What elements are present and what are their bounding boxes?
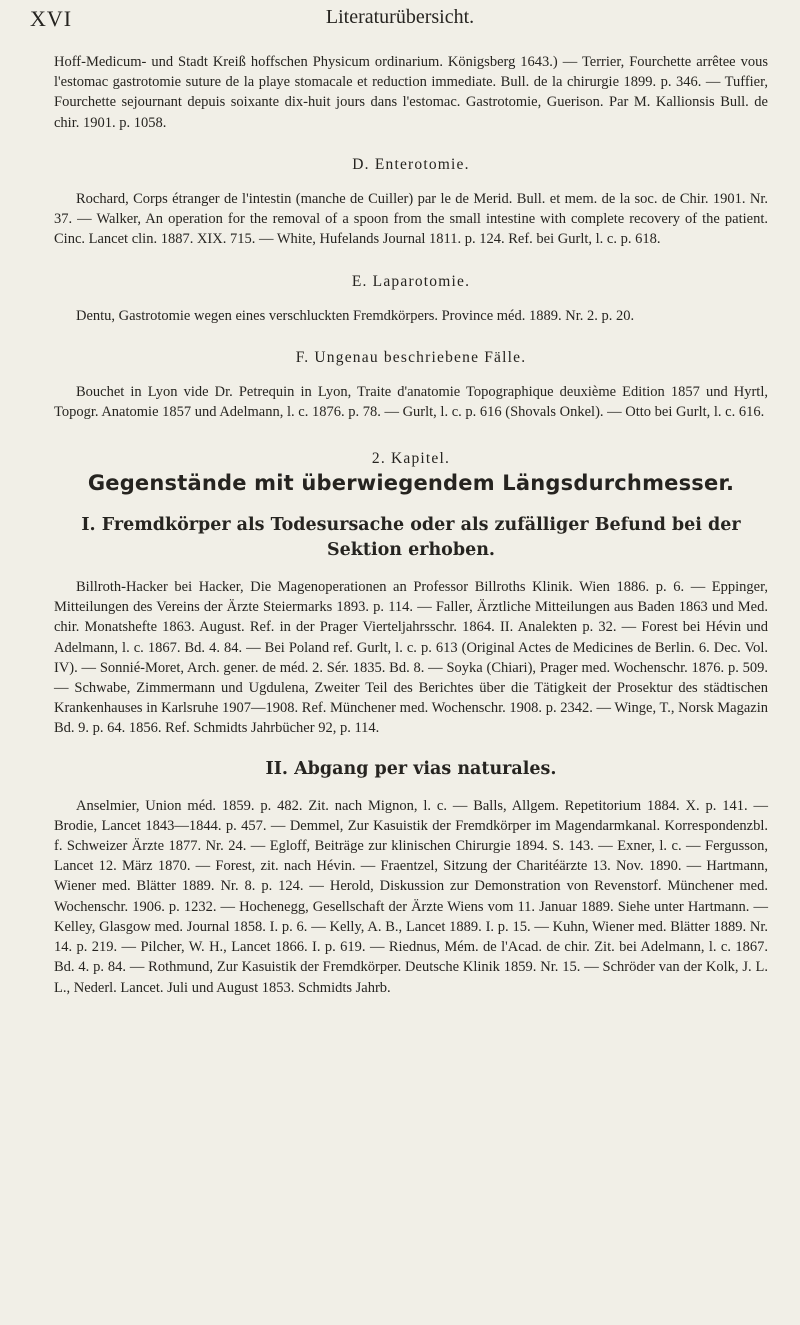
part-two-title: II. Abgang per vias naturales. xyxy=(265,758,557,779)
page-body xyxy=(54,52,768,998)
section-heading-laparotomie: E. Laparotomie. xyxy=(351,272,471,290)
section-heading-enterotomie: D. Enterotomie. xyxy=(352,155,470,173)
reference-entry-part-two: Anselmier, Union méd. 1859. p. 482. Zit. nach Mignon, l. c. — Balls, Allgem. Repetitorium 1884. X. p. 141. — Brodie, Lancet 1843—1844. p. 457. — Demmel, Zur Kasuistik der Fremdkörper im Magendarmkanal. Korrespondenzbl. f. Schweizer Ärzte 1877. Nr. 24. — Egloff, Beiträge zur klinischen Chirurgie 1894. S. 143. — Exner, l. c. — Fergusson, Lancet 12. März 1870. — Forest, zit. nach Hévin. — Fraentzel, Sitzung der Charitéärzte 13. Nov. 1890. — Hartmann, Wiener med. Blätter 1889. Nr. 8. p. 124. — Herold, Diskussion zur Demonstration von Revenstorf. Münchener med. Wochenschr. 1906. p. 1232. — Hochenegg, Gesellschaft der Ärzte Wiens vom 11. Januar 1889. Siehe unter Hartmann. — Kelley, Glasgow med. Journal 1858. I. p. 6. — Kelly, A. B., Lancet 1889. I. p. 15. — Kuhn, Wiener med. Blätter 1889. Nr. 14. p. 219. — Pilcher, W. H., Lancet 1866. I. p. 619. — Riednus, Mém. de l'Acad. de chir. Zit. bei Adelmann, l. c. 1867. Bd. 4. p. 84. — Rothmund, Zur Kasuistik der Fremdkörper. Deutsche Klinik 1859. Nr. 15. — Schröder van der Kolk, J. L. L., Nederl. Lancet. Juli und August 1853. Schmidts Jahrb. xyxy=(54,797,768,996)
reference-entry-ungenau: Bouchet in Lyon vide Dr. Petrequin in Lyon, Traite d'anatomie Topographique deuxième Edition 1857 und Hyrtl, Topogr. Anatomie 1857 und Adelmann, l. c. 1876. p. 78. — Gurlt, l. c. p. 616 (Shovals Onkel). — Otto bei Gurlt, l. c. 616. xyxy=(54,384,768,421)
part-one-title: I. Fremdkörper als Todesursache oder als zufälliger Befund bei der Sektion erhoben. xyxy=(81,515,741,561)
running-title: Literaturübersicht. xyxy=(325,6,475,28)
chapter-label: 2. Kapitel. xyxy=(371,449,451,467)
chapter-title: Gegenstände mit überwiegendem Längsdurchmesser. xyxy=(87,470,735,495)
reference-entry-laparotomie: Dentu, Gastrotomie wegen eines verschluckten Fremdkörpers. Province méd. 1889. Nr. 2. p. 20. xyxy=(76,307,635,324)
reference-entry-part-one: Billroth-Hacker bei Hacker, Die Magenoperationen an Professor Billroths Klinik. Wien 1886. p. 6. — Eppinger, Mitteilungen des Vereins der Ärzte Steiermarks 1893. p. 114. — Faller, Ärztliche Mitteilungen aus Baden 1863 und Med. chir. Monatshefte 1863. August. Ref. in der Prager Vierteljahrsschr. 1864. II. Analekten p. 32. — Forest bei Hévin und Adelmann, l. c. 1867. Bd. 4. 84. — Bei Poland ref. Gurlt, l. c. p. 613 (Original Actes de Medicines de Berlin. 6. Dec. Vol. IV). — Sonnié-Moret, Arch. gener. de méd. 2. Sér. 1835. Bd. 8. — Soyka (Chiari), Prager med. Wochenschr. 1876. p. 509. — Schwabe, Zimmermann und Ugdulena, Zweiter Teil des Berichtes über die Tätigkeit der Prosektur des städtischen Krankenhauses in Karlsruhe 1907—1908. Ref. Münchener med. Wochenschr. 1908. p. 2342. — Winge, T., Norsk Magazin Bd. 9. p. 64. 1856. Ref. Schmidts Jahrbücher 92, p. 114. xyxy=(54,579,768,737)
intro-reference-entry: Hoff-Medicum- und Stadt Kreiß hoffschen Physicum ordinarium. Königsberg 1643.) — Terrier, Fourchette arrêtee vous l'estomac gastrotomie suture de la playe stomacale et reduction immediate. Bull. de la chirurgie 1899. p. 346. — Tuffier, Fourchette sejournant depuis soixante dix-huit jours dans l'estomac. Gastrotomie, Guerison. Par M. Kallionsis Bull. de chir. 1901. p. 1058. xyxy=(54,54,768,131)
section-heading-ungenau: F. Ungenau beschriebene Fälle. xyxy=(295,349,527,367)
reference-entry-enterotomie: Rochard, Corps étranger de l'intestin (manche de Cuiller) par le de Merid. Bull. et mem. de la soc. de Chir. 1901. Nr. 37. — Walker, An operation for the removal of a spoon from the small intestine with complete recovery of the patient. Cinc. Lancet clin. 1887. XIX. 715. — White, Hufelands Journal 1811. p. 124. Ref. bei Gurlt, l. c. p. 618. xyxy=(54,191,768,248)
page-number: XVI xyxy=(30,6,73,31)
